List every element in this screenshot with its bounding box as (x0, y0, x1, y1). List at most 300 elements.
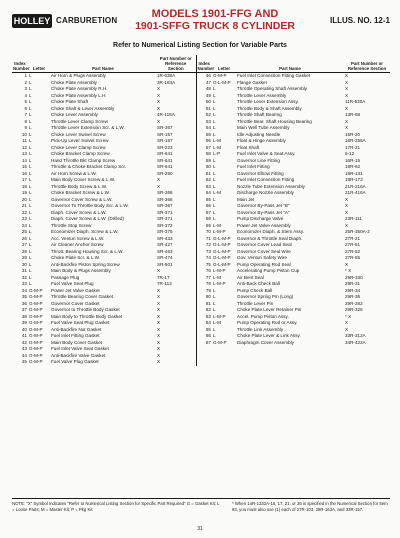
left-index-number: 17 (21, 177, 27, 182)
left-part-number: SR-641 (157, 164, 173, 169)
left-part-name: Fuel Valve Seat Plug Gasket (51, 320, 110, 325)
illustration-number: ILLUS. NO. 12-1 (329, 16, 390, 25)
right-part-name: Governor & Throttle Seal Diaph. (237, 235, 303, 241)
left-letter: G-M-P (29, 333, 43, 338)
right-letter: G-L-M-P (213, 261, 231, 267)
refer-note: Refer to Numerical Listing Section for Variable Parts (113, 42, 287, 49)
holley-logo: HOLLEY (13, 16, 51, 26)
left-part-name: Governor to Throttle Body Gasket (51, 307, 120, 312)
left-index-number: 14 (21, 157, 27, 163)
page-header (12, 8, 390, 36)
left-part-name: Choke Plate Scr. & L.W. (51, 255, 101, 260)
right-part-name: Pump Operating Rod Seal (237, 261, 291, 267)
right-part-number: X (345, 125, 349, 130)
right-part-name: Accelerating Pump Piston Cup (237, 268, 300, 273)
left-index-number: 16 (21, 170, 27, 176)
left-part-number: 4R-118A (157, 112, 175, 117)
left-letter: L (29, 268, 32, 273)
left-index-number: 1 (24, 73, 27, 78)
right-part-name: Fuel Inlet Valve & Seat Assy. (237, 151, 296, 156)
right-letter: L (213, 86, 216, 91)
left-part-name: Air Cleaner Anchor Screw (51, 242, 104, 247)
left-letter: L (29, 99, 32, 104)
right-index-number: 48 (196, 86, 212, 93)
left-letter: L (29, 131, 32, 137)
right-index-number: 75 (196, 262, 212, 269)
right-part-number: 19R-131 (345, 170, 363, 176)
left-part-number: X (157, 313, 161, 319)
right-index-number: 83 (196, 314, 212, 321)
right-part-number: 23R-111 (345, 216, 362, 221)
right-letter: L (213, 216, 216, 221)
right-letter: L (213, 196, 216, 202)
right-index-number: 50 (196, 99, 212, 106)
left-index-number: 36 (21, 300, 27, 306)
left-index-number: 34 (21, 287, 27, 293)
right-part-name: Air Bent Seal (237, 274, 264, 280)
right-letter: L (213, 118, 216, 124)
left-part-number: X (157, 359, 161, 364)
left-part-name: Main Body & Plugs Assembly (51, 268, 111, 273)
left-part-name: Diaph. Cover Screw & L.W. (51, 209, 107, 215)
left-part-name: Choke Plate Assembly L.H. (51, 92, 107, 98)
right-part-name: Fuel Inlet Fitting (237, 164, 270, 169)
right-part-number: 29R-326 (345, 307, 363, 312)
right-index-number: 61 (196, 171, 212, 178)
left-part-name: Throttle & Choke Bracket Clamp Scr. (51, 164, 127, 169)
page-number: 31 (197, 526, 203, 532)
right-letter: L (213, 203, 216, 208)
right-index-number: 73 (196, 249, 212, 256)
left-part-number: X (157, 86, 161, 91)
left-part-name: Fuel Valve Seat Plug (51, 281, 94, 286)
left-part-name: Choke Bracket Screw & L.W. (51, 190, 110, 195)
left-letter: L (29, 170, 32, 176)
right-part-name: Idle Adjusting Needle (237, 131, 281, 137)
right-letter: L (213, 333, 216, 338)
right-index-number: 60 (196, 164, 212, 171)
model-title (130, 8, 300, 32)
right-part-name: Nozzle Tube Extension Assembly (237, 183, 305, 189)
right-part-number: X (345, 118, 349, 124)
right-part-name: Governor By-Pass Jet "B" (237, 203, 290, 208)
left-index-number: 30 (21, 261, 27, 267)
right-part-number: 33R-312A (345, 333, 366, 338)
left-part-name: Throttle Lever Extension Scr. & L.W. (51, 125, 125, 130)
right-index-number: 58 (196, 151, 212, 158)
left-letter: G-M-P (29, 313, 43, 319)
left-letter: L (29, 281, 32, 286)
left-index-number: 24 (21, 222, 27, 228)
left-part-name: Choke Plate Assembly (51, 79, 97, 85)
left-part-name: Choke Plate Assembly R.H. (51, 86, 108, 91)
left-part-number: SR-641 (157, 151, 173, 156)
left-part-number: SR-367 (157, 125, 173, 130)
right-part-number: 21R-416A (345, 190, 366, 195)
right-part-number: X (345, 86, 349, 91)
left-part-number: SR-463 (157, 248, 173, 254)
left-letter: L (29, 274, 32, 280)
left-index-number: 9 (24, 125, 27, 130)
left-part-name: Choke Lever Swivel Screw (51, 131, 106, 137)
right-part-number: 27R-51 (345, 242, 361, 247)
right-index-number: 57 (196, 145, 212, 152)
right-part-number: X (345, 222, 349, 228)
right-part-number: X (345, 209, 349, 215)
right-index-number: 68 (196, 216, 212, 223)
right-index-number: 85 (196, 327, 212, 334)
parts-table-body (12, 73, 390, 366)
right-letter: L (213, 125, 216, 130)
right-part-name: Discharge Nozzle Assembly (237, 190, 294, 195)
right-index-number: 62 (196, 177, 212, 184)
right-letter: L (213, 92, 216, 98)
col-header-part-number-2: Part Number or Reference Section (344, 55, 390, 73)
right-part-name: Main Well Tube Assembly (237, 125, 290, 130)
left-letter: L (29, 242, 32, 247)
right-part-name: Fuel Inlet Connection Fitting Gasket (237, 73, 311, 78)
left-index-number: 31 (21, 268, 27, 273)
left-part-name: Main Body to Throttle Body Gasket (51, 313, 123, 319)
left-part-name: Governor Cover Screw & L.W. (51, 196, 113, 202)
left-index-number: 5 (24, 99, 27, 104)
asterisk-footnote: * When 14R-1332A-16, 17, 21, or 36 is specified in the Numerical Section for Item 93, you must also use (1) each of 27R-103, 28R-163A, and 33R-157. (232, 501, 388, 512)
right-part-name: Governor Line Fitting (237, 157, 280, 163)
left-letter: L (29, 216, 32, 221)
col-header-part-name-2: Part Name (236, 55, 344, 73)
right-part-number: * X (345, 268, 352, 273)
left-part-number: X (157, 92, 161, 98)
right-index-number: 54 (196, 125, 212, 132)
right-index-number: 53 (196, 119, 212, 126)
right-part-number: * X (345, 313, 352, 319)
left-part-number: SR-250 (157, 170, 173, 176)
right-part-number: 29R-31 (345, 281, 361, 286)
left-part-name: Thrott. Bearing Housing Scr. & L.W. (51, 248, 124, 254)
left-part-name: Choke Shaft & Lever Assembly (51, 105, 115, 111)
left-index-number: 11 (22, 138, 27, 143)
right-part-number: 25R-350A-2 (345, 229, 370, 234)
left-part-name: Anti-Backfire Nut Gasket (51, 326, 102, 332)
right-letter: L (213, 177, 216, 182)
right-part-name: Diaphragm Cover Assembly (237, 339, 294, 345)
left-letter: L (29, 125, 32, 130)
left-part-number: SR-371 (157, 216, 173, 221)
right-letter: G-L-M-P (213, 242, 231, 247)
col-header-letter-2: Letter (212, 55, 236, 73)
right-part-name: Governor By-Pass Jet "A" (237, 209, 290, 215)
left-index-number: 22 (21, 209, 27, 215)
left-index-number: 3 (24, 86, 27, 91)
right-part-number: 11R-530A (345, 99, 366, 104)
right-letter: L-M-P (213, 268, 226, 273)
left-part-name: Choke Lever Clamp Screw (51, 144, 106, 150)
left-part-number: X (157, 177, 161, 182)
right-letter: L (213, 209, 216, 215)
right-letter: L-M (213, 138, 221, 143)
left-part-number: X (157, 346, 161, 351)
col-header-part-number: Part Number or Reference Section (156, 55, 196, 73)
right-letter: L (213, 326, 216, 332)
right-part-name: Governor Cover Seal Wire (237, 248, 291, 254)
table-row (12, 73, 390, 80)
left-part-name: Fuel Inlet Fitting Gasket (51, 333, 100, 338)
left-index-number: 20 (21, 196, 27, 202)
left-index-number: 32 (21, 274, 27, 280)
left-index-number: 13 (21, 151, 27, 156)
footer-rule (12, 498, 390, 499)
right-part-name: Throttle Lever Extension Assy. (237, 99, 299, 104)
right-part-number: X (345, 261, 349, 267)
right-part-name: Throttle Operating Shaft Assembly (237, 86, 307, 91)
right-part-number: 27R-52 (345, 248, 361, 254)
left-part-number: SR-372 (157, 222, 173, 228)
left-letter: L (29, 229, 32, 234)
right-letter: G-M-P (213, 339, 227, 345)
left-index-number: 44 (21, 352, 27, 358)
right-letter: L (213, 164, 216, 169)
left-letter: L (29, 112, 32, 117)
right-letter: G-M-P (213, 73, 227, 78)
left-part-number: X (157, 326, 161, 332)
right-index-number: 59 (196, 158, 212, 165)
left-part-number: SR-641 (157, 157, 173, 163)
right-letter: L (213, 294, 216, 299)
left-index-number: 33 (21, 281, 27, 286)
right-letter: L-M (213, 144, 221, 150)
left-letter: L (29, 261, 32, 267)
left-letter: G-M-P (29, 326, 43, 332)
left-part-name: Hand Throttle Bkt Clamp Screw (51, 157, 116, 163)
right-letter: L (213, 287, 216, 293)
left-letter: L (29, 255, 32, 260)
left-index-number: 12 (21, 144, 27, 150)
right-part-number: X (345, 326, 349, 332)
right-part-name: Pump Check Ball (237, 287, 273, 293)
left-index-number: 45 (21, 359, 27, 364)
left-part-number: X (157, 300, 161, 306)
right-part-number: 16R-15 (345, 157, 361, 163)
right-index-number: 87 (196, 340, 212, 347)
right-letter: L (213, 157, 216, 163)
left-part-number: SR-371 (157, 209, 173, 215)
left-letter: L (29, 196, 32, 202)
left-part-name: Governor Cover Gasket (51, 300, 100, 306)
right-part-name: Gov. Venturi Safety Wire (237, 255, 287, 260)
left-part-number: SR-427 (157, 242, 173, 247)
right-part-name: Throttle Body & Shaft Assembly (237, 105, 302, 111)
right-letter: L (213, 300, 216, 306)
right-letter (212, 359, 236, 366)
right-part-name: Choke Plate Lever & Link Assy. (237, 333, 301, 338)
right-part-number: 19R-173 (345, 177, 363, 182)
right-index-number: 66 (196, 203, 212, 210)
left-part-name: Air Horn Screw & L.W. (51, 170, 97, 176)
right-index-number: 74 (196, 255, 212, 262)
left-letter: G-M-P (29, 359, 43, 364)
right-part-number: X (345, 73, 349, 78)
right-letter: L-M-P (213, 281, 226, 286)
right-index-number: 69 (196, 223, 212, 230)
right-part-number: X (345, 196, 349, 202)
left-part-name: Choke Lever Assembly (51, 112, 98, 117)
right-letter: L (213, 105, 216, 111)
left-letter: L (29, 138, 32, 143)
left-letter: L (29, 190, 32, 195)
right-index-number: 78 (196, 281, 212, 288)
parts-table (12, 55, 390, 366)
left-letter: G-M-P (29, 339, 43, 345)
left-index-number: 23 (21, 216, 27, 221)
left-part-number: X (157, 333, 161, 338)
right-part-name: Pump Discharge Valve (237, 216, 284, 221)
left-part-number: SR-366 (157, 196, 173, 202)
title-line-1: MODELS 1901-FFG AND (151, 8, 279, 20)
right-part-name: Main Jet (237, 196, 255, 202)
left-part-name: Diaph. Cover Screw & L.W. (Drilled) (51, 216, 125, 221)
parts-table-wrapper (12, 55, 390, 366)
left-index-number: 29 (21, 255, 27, 260)
right-index-number: 65 (196, 197, 212, 204)
left-letter: L (29, 222, 32, 228)
symbol-legend-note: NOTE: "X" Symbol Indicates "Refer to Numerical Listing Section for Specific Part Required" G = Gasket Kit; L = Loose Parts; M = Master Kit; P = Pkg Kit (12, 501, 220, 512)
left-part-number: 7R-17 (157, 274, 170, 280)
left-index-number: 42 (21, 339, 27, 345)
left-part-name: Fuel Valve Plug Gasket (51, 359, 99, 364)
right-letter: G-L-M-P (213, 79, 231, 85)
right-index-number: 67 (196, 210, 212, 217)
left-index-number: 26 (21, 235, 27, 241)
left-letter: G-M-P (29, 287, 43, 293)
left-part-name: Governor To Throttle Body Scr. & L.W. (51, 203, 129, 208)
left-letter: L (29, 151, 32, 156)
left-part-name: Main Body Cover Gasket (51, 339, 103, 345)
right-part-name: Accel. Pump Piston Assy. (237, 313, 289, 319)
right-index-number: 56 (196, 138, 212, 145)
left-index-number: 27 (21, 242, 27, 247)
section-title: CARBURETION (56, 16, 118, 25)
right-index-number: 82 (196, 307, 212, 314)
right-part-number: 29R-330 (345, 274, 363, 280)
right-part-number: 13R-68 (345, 112, 361, 117)
left-letter: G-M-P (29, 352, 43, 358)
left-part-number: X (157, 294, 161, 299)
left-index-number: 25 (21, 229, 27, 234)
right-part-name: Power Jet Valve Assembly (237, 222, 291, 228)
right-letter: L-M (213, 190, 221, 195)
col-header-part-name: Part Name (50, 55, 156, 73)
left-letter: L (29, 209, 32, 215)
right-part-name: Governor Cover Lead Seal (237, 242, 292, 247)
right-part-name: Throttle Lever Assembly (237, 92, 287, 98)
right-part-name: Economizer Diaph. & Stem Assy. (237, 229, 305, 234)
left-index-number: 37 (21, 307, 27, 312)
right-part-number (344, 359, 390, 366)
left-part-name: Pick-Up Lever Swivel Screw (51, 138, 109, 143)
left-index-number: 38 (21, 313, 27, 319)
left-part-number: SR-375 (157, 229, 173, 234)
left-part-number: X (157, 352, 161, 358)
right-index-number: 47 (196, 80, 212, 87)
right-part-name: Choke Plate Lever Retainer Pin (237, 307, 302, 312)
table-header-row (12, 55, 390, 73)
left-index-number: 15 (21, 164, 27, 169)
left-part-name: Power Jet Valve Gasket (51, 287, 100, 293)
left-letter: L (29, 144, 32, 150)
left-part-name: Throttle Lever Clamp Screw (51, 118, 108, 124)
right-index-number: 49 (196, 93, 212, 100)
left-part-number: X (157, 268, 161, 273)
col-header-index-2: Index Number (196, 55, 212, 73)
right-part-number: 16R-256A (345, 138, 366, 143)
right-part-number: 6-12 (345, 151, 355, 156)
right-part-number: X (345, 79, 349, 85)
right-part-number: 21R-216A (345, 183, 366, 189)
right-letter: L (213, 170, 216, 176)
left-letter: L (29, 177, 32, 182)
left-letter: L (29, 248, 32, 254)
left-part-number: 3R-184A (157, 79, 176, 85)
right-index-number: 64 (196, 190, 212, 197)
right-letter: L-P (213, 151, 221, 156)
left-index-number: 19 (21, 190, 27, 195)
left-part-number: SR-157 (157, 131, 173, 137)
right-index-number: 77 (196, 275, 212, 282)
left-part-number: SR-157 (157, 138, 173, 143)
right-part-name: Float Shaft (237, 144, 260, 150)
left-part-name: Throttle Body Screw & L.W. (51, 183, 108, 189)
right-letter: L-M (213, 222, 221, 228)
col-header-index: Index Number (12, 55, 28, 73)
left-part-number: X (157, 339, 161, 345)
right-part-name: Governor Elbow Fitting (237, 170, 284, 176)
left-letter: L (29, 118, 32, 124)
right-letter: L (213, 131, 216, 137)
left-part-number: SR-433 (157, 235, 173, 241)
right-index-number (196, 359, 212, 366)
right-letter: L (213, 112, 216, 117)
left-part-name: Choke Plate Shaft (51, 99, 89, 104)
left-part-number: X (157, 99, 161, 104)
left-index-number: 4 (24, 92, 27, 98)
right-letter: L (213, 99, 216, 104)
right-letter: L-M-P (213, 313, 226, 319)
left-index-number: 18 (21, 183, 27, 189)
left-part-number: SR-367 (157, 203, 173, 208)
left-part-number: SR-223 (157, 144, 173, 150)
right-part-name: Anti-Back Check Ball (237, 281, 280, 286)
right-part-name: Throttle Bear. Shaft Housing Bearing (237, 118, 312, 124)
right-part-number: 19R-62 (345, 164, 361, 169)
right-index-number: 70 (196, 229, 212, 236)
right-letter: L-M-P (213, 229, 226, 234)
table-row (12, 359, 390, 366)
left-letter: L (29, 79, 32, 85)
right-index-number: 86 (196, 333, 212, 340)
right-part-number: 34R-422A (345, 339, 366, 345)
right-part-number: X (345, 105, 349, 111)
left-index-number: 41 (21, 333, 27, 338)
left-index-number: 7 (24, 112, 27, 117)
right-letter: G-L-M-P (213, 248, 231, 254)
left-letter: L (29, 92, 32, 98)
right-index-number: 79 (196, 288, 212, 295)
right-index-number: 51 (196, 106, 212, 113)
right-letter: G-L-M-P (213, 235, 231, 241)
left-part-name: Fuel Inlet Valve Seat Gasket (51, 346, 109, 351)
left-part-number: X (157, 105, 161, 111)
col-header-letter: Letter (28, 55, 50, 73)
